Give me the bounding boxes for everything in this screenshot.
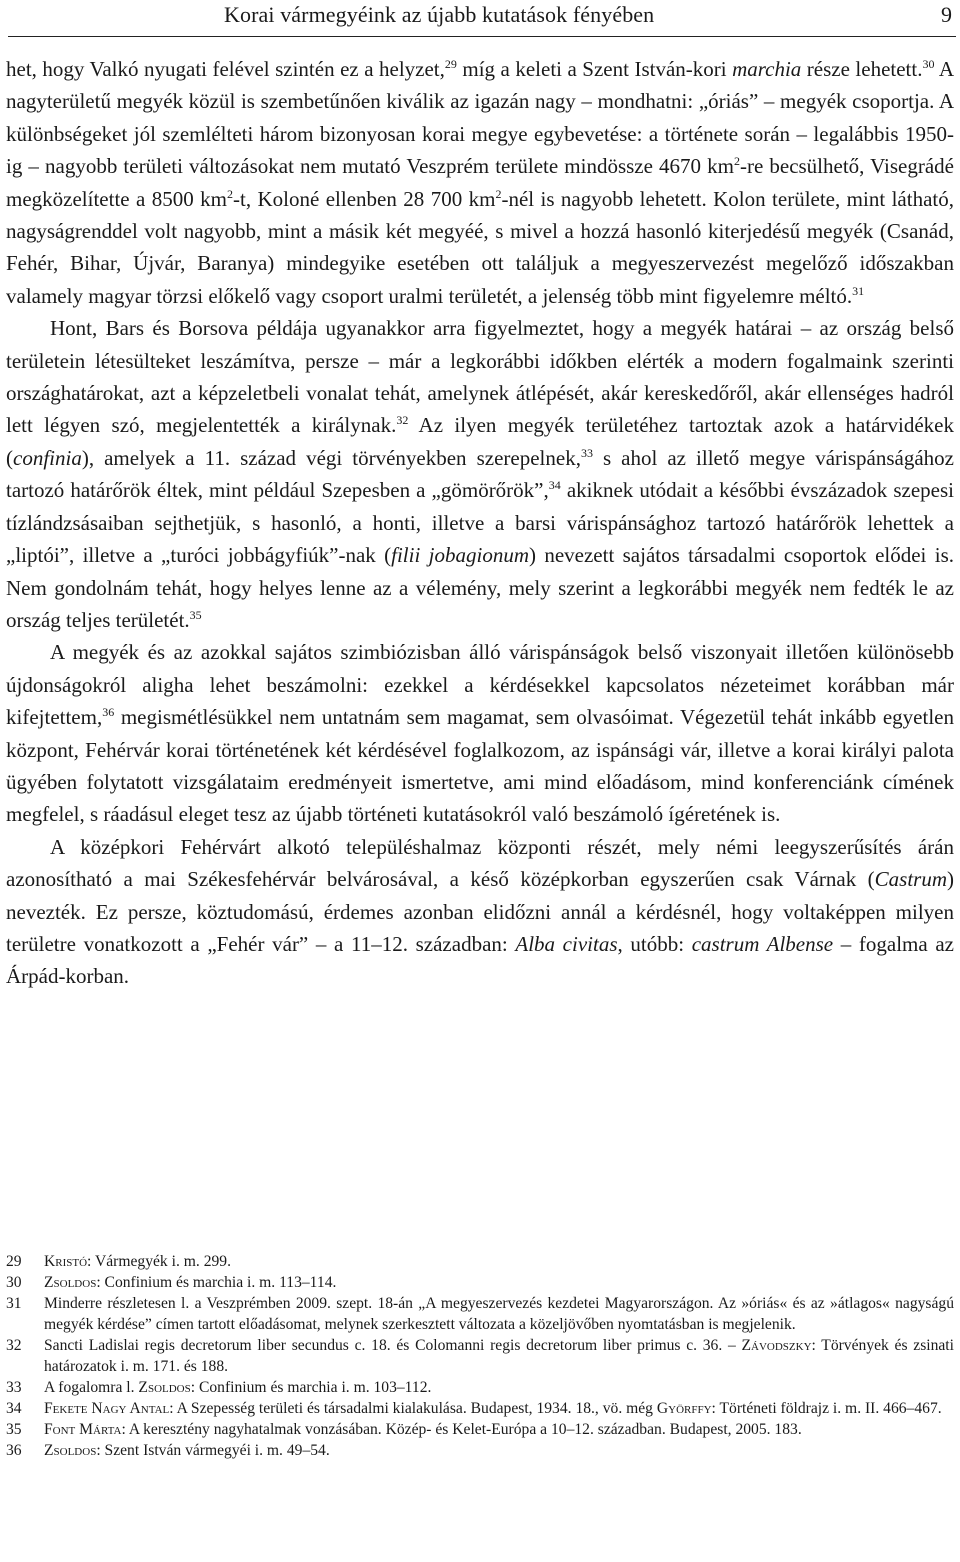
author-name: Závodszky xyxy=(741,1337,812,1354)
footnote-text: : A Szepesség területi és társadalmi kialakulása. Budapest, 1934. 18., vö. még xyxy=(169,1400,657,1417)
italic-term: castrum Albense xyxy=(691,931,834,956)
footnote-number: 29 xyxy=(6,1253,22,1270)
text-run: A nagyterületű megyék közül is szembetűnően kiválik az igazán nagy – mondhatni: „óriás” – megyék csoportja. A különbségeket jól szemlélteti három bizonyosan korai megye egybevetése: a története során – legalábbis 1950-ig – nagyobb területi változásokat nem mutató Veszprém területe mindössze 4670 km xyxy=(6,57,954,179)
superscript-2: 2 xyxy=(733,154,740,169)
italic-term: filii jobagionum xyxy=(391,543,529,568)
footnote-number: 30 xyxy=(6,1274,22,1291)
footnote-text: Sancti Ladislai regis decretorum liber secundus c. 18. és Colomanni regis decretorum liber primus c. 36. – xyxy=(44,1337,742,1354)
text-run: -re becsülhető, Visegrádé megközelítette a 8500 km xyxy=(6,154,955,211)
italic-term: Castrum xyxy=(874,867,947,892)
footnote-29 xyxy=(6,1251,954,1272)
text-run: – fogalma az Árpád-korban. xyxy=(6,931,954,989)
footnote-text: : A keresztény nagyhatalmak vonzásában. Közép- és Kelet-Európa a 10–12. században. Budapest, 2005. 183. xyxy=(121,1421,802,1438)
footnote-number: 31 xyxy=(6,1295,22,1312)
author-name: Zsoldos xyxy=(44,1442,97,1459)
footnote-ref-32[interactable]: 32 xyxy=(396,413,409,428)
footnote-33 xyxy=(6,1377,954,1398)
main-text xyxy=(6,53,954,993)
footnote-35 xyxy=(6,1419,954,1440)
text-run: megismétlésükkel nem untatnám sem magamat, sem olvasóimat. Végezetül tehát inkább egyetlen központ, Fehérvár korai történetének két kérdésével foglalkozom, az ispánsági vár, illetve a korai királyi palota ügyében folytatott vizsgálataim eredményeit ismertetve, ami mind előadásom, mind konferenciánk címének megfelel, s ráadásul eleget tesz az újabb történeti kutatásokról való beszámoló ígéretének is. xyxy=(6,705,954,827)
footnote-text: : Történeti földrajz i. m. II. 466–467. xyxy=(711,1400,942,1417)
footnote-34 xyxy=(6,1398,954,1419)
text-run: Hont, Bars és Borsova példája ugyanakkor arra figyelmeztet, hogy a megyék határai – az ország belső területein létesülteket leszámítva, persze – már a legkorábbi időkben elérték a modern fogalmaink szerinti országhatárokat, azt a képzeletbeli vonalat tehát, amelynek átlépését, akár kereskedőről, akár ellenséges hadról lett légyen szó, megjelentették a királynak. xyxy=(6,316,954,438)
footnote-36 xyxy=(6,1440,954,1461)
footnote-ref-31[interactable]: 31 xyxy=(852,283,865,298)
text-run: míg a keleti a Szent István-kori xyxy=(456,57,733,81)
text-run: A megyék és az azokkal sajátos szimbiózisban álló várispánságok belső viszonyait illetően különösebb újdonságokról aligha lehet beszámolni: ezekkel a kérdésekkel kapcsolatos nézeteimet korábban már kifejtettem, xyxy=(6,640,954,730)
footnote-text: A fogalomra l. xyxy=(44,1379,139,1396)
author-name: Györffy xyxy=(656,1400,712,1417)
footnote-30 xyxy=(6,1272,954,1293)
footnote-text: : Vármegyék i. m. 299. xyxy=(87,1253,231,1270)
italic-term: marchia xyxy=(732,57,802,81)
footnote-number: 33 xyxy=(6,1379,22,1396)
footnote-ref-34[interactable]: 34 xyxy=(548,478,561,493)
footnote-number: 36 xyxy=(6,1442,22,1459)
footnote-text: : Confinium és marchia i. m. 113–114. xyxy=(96,1274,337,1291)
text-run: A középkori Fehérvárt alkotó településhalmaz központi részét, mely némi leegyszerűsítés árán azonosítható a mai Székesfehérvár belvárosával, a késő középkorban egyszerűen csak Várnak ( xyxy=(6,834,954,892)
author-name: Font Márta xyxy=(44,1421,122,1438)
text-run: ), amelyek a 11. század végi törvényekben szerepelnek, xyxy=(81,445,581,470)
footnote-ref-33[interactable]: 33 xyxy=(580,445,593,460)
footnote-text: : Szent István vármegyéi i. m. 49–54. xyxy=(96,1442,330,1459)
running-header xyxy=(8,0,956,37)
footnote-ref-30[interactable]: 30 xyxy=(922,57,935,71)
superscript-2: 2 xyxy=(495,186,502,201)
footnote-number: 34 xyxy=(6,1400,22,1417)
footnote-text: : Confinium és marchia i. m. 103–112. xyxy=(190,1379,432,1396)
text-run: része lehetett. xyxy=(801,57,923,81)
paragraph-4 xyxy=(6,831,954,993)
footnote-31 xyxy=(6,1293,954,1335)
paragraph-2 xyxy=(6,312,954,636)
text-run: akiknek utódait a későbbi évszázadok szepesi tízlándzsásaiban sejthetjük, s hasonló, a honti, illetve a barsi várispánsághoz tartozó határőrök lehettek a „liptói”, illetve a „turóci jobbágyfiúk”-nak ( xyxy=(6,478,954,568)
footnote-32 xyxy=(6,1335,954,1377)
running-title: Korai vármegyéink az újabb kutatások fényében xyxy=(224,2,655,27)
text-run: s ahol az illető megye várispánságához tartozó határőrök éltek, mint például Szepesben a „gömörőrök”, xyxy=(6,445,954,503)
superscript-2: 2 xyxy=(227,186,234,201)
text-run: , utóbb: xyxy=(617,931,692,956)
text-run: -nél is nagyobb lehetett. Kolon területe, mint látható, nagyságrenddel volt nagyobb, mint a másik két megyéé, s mivel a hozzá hasonló kiterjedésű megyék (Csanád, Fehér, Bihar, Újvár, Baranya) mindegyike esetében ott találjuk a megyeszervezést megelőző időszakban valamely magyar törzsi előkelő vagy csoport uralmi területét, a jelenség több mint figyelemre méltó. xyxy=(6,186,954,308)
footnotes xyxy=(6,1251,954,1461)
author-name: Zsoldos xyxy=(138,1379,191,1396)
text-run: ) nevezett sajátos társadalmi csoportok elődei is. Nem gondolnám tehát, hogy helyes lenne az a vélemény, mely szerint a legkorábbi megyék nem fedték le az ország teljes területét. xyxy=(6,543,954,632)
author-name: Zsoldos xyxy=(44,1274,97,1291)
author-name: Fekete Nagy Antal xyxy=(44,1400,170,1417)
footnote-text: : Törvények és zsinati határozatok i. m. 171. és 188. xyxy=(44,1337,954,1375)
footnote-ref-36[interactable]: 36 xyxy=(102,705,115,720)
text-run: het, hogy Valkó nyugati felével szintén ez a helyzet, xyxy=(6,57,445,81)
italic-term: Alba civitas xyxy=(515,931,618,956)
page-number: 9 xyxy=(941,2,952,27)
footnote-ref-35[interactable]: 35 xyxy=(189,607,202,622)
text-run: -t, Koloné ellenben 28 700 km xyxy=(233,186,496,211)
italic-term: confinia xyxy=(13,445,82,470)
text-run: ) nevezték. Ez persze, köztudomású, érdemes azonban elidőzni annál a kérdésnél, hogy voltaképpen milyen területre vonatkozott a „Fehér vár” – a 11–12. században: xyxy=(6,867,954,956)
paragraph-1 xyxy=(6,53,954,312)
author-name: Kristó xyxy=(44,1253,88,1270)
footnote-text: Minderre részletesen l. a Veszprémben 2009. szept. 18-án „A megyeszervezés kezdetei Magyarországon. Az »óriás« és az »átlagos« nagyságú megyék kérdése” címen tartott előadásomat, melynek szerkesztett változata a közeljövőben nyomtatásban is megjelenik. xyxy=(44,1295,954,1333)
text-run: Az ilyen megyék területéhez tartoztak azok a határvidékek ( xyxy=(6,413,954,470)
footnote-number: 35 xyxy=(6,1421,22,1438)
footnote-number: 32 xyxy=(6,1337,22,1354)
footnote-ref-29[interactable]: 29 xyxy=(444,57,457,71)
paragraph-3 xyxy=(6,636,954,830)
